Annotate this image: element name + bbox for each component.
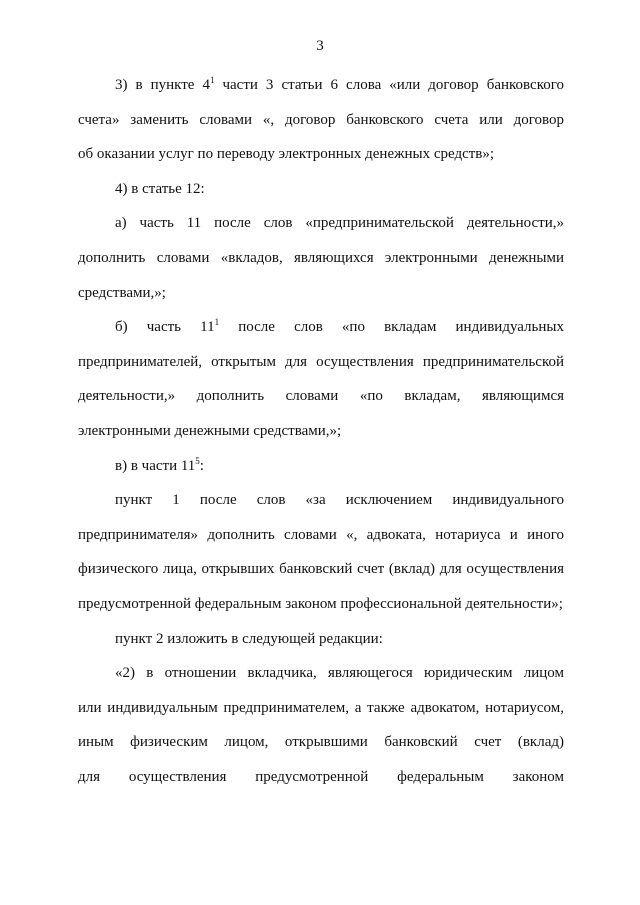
paragraph-item-4a [78,206,564,310]
text-line [78,68,564,103]
text-segment: иным физическим лицом, открывшими банковский счет (вклад) [78,734,564,751]
text-line [78,241,564,276]
superscript: 1 [209,75,215,85]
text-line [78,656,564,691]
text-line [78,760,564,795]
text-segment: пункт 1 после слов «за исключением индивидуального [115,492,564,509]
text-segment: а) часть 11 после слов «предпринимательской деятельности,» [115,215,564,232]
text-segment: предпринимателя» дополнить словами «, адвоката, нотариуса и иного [78,526,564,543]
page-number: 3 [316,38,324,54]
paragraph-item-3 [78,68,564,172]
text-line [78,518,564,553]
text-line [78,137,564,172]
text-line [78,172,564,207]
text-line [78,622,564,657]
text-line [78,725,564,760]
paragraph-item-4 [78,172,564,207]
text-line [78,276,564,311]
text-line [78,449,564,484]
text-segment: после слов «по вкладам индивидуальных [219,319,564,336]
document-body [78,68,564,794]
text-segment: электронными денежными средствами,»; [78,422,342,439]
text-segment: : [199,457,204,474]
text-segment: деятельности,» дополнить словами «по вкладам, являющимся [78,388,564,405]
text-segment: для осуществления предусмотренной федеральным законом [78,768,564,785]
paragraph-item-4c-p1 [78,483,564,621]
text-line [78,483,564,518]
text-segment: 4) в статье 12: [115,180,205,197]
text-segment: предусмотренной федеральным законом профессиональной деятельности»; [78,595,563,612]
text-line [78,379,564,414]
paragraph-item-4b [78,310,564,448]
text-line [78,206,564,241]
text-line [78,103,564,138]
text-segment: части 3 статьи 6 слова «или договор банковского [214,77,564,93]
text-segment: об оказании услуг по переводу электронных денежных средств»; [78,146,495,163]
text-line [78,414,564,449]
superscript: 5 [195,455,200,466]
paragraph-item-4c-p2-intro [78,622,564,657]
paragraph-item-4c-p2-text [78,656,564,794]
text-segment: средствами,»; [78,284,166,301]
text-segment: физического лица, открывших банковский счет (вклад) для осуществления [78,561,564,578]
text-line [78,345,564,380]
text-segment: в) в части 11 [115,457,196,474]
text-segment: дополнить словами «вкладов, являющихся электронными денежными [78,249,564,266]
text-segment: или индивидуальным предпринимателем, а также адвокатом, нотариусом, [78,699,564,716]
text-segment: «2) в отношении вкладчика, являющегося юридическим лицом [115,665,564,682]
text-segment: счета» заменить словами «, договор банковского счета или договор [78,111,564,128]
text-segment: пункт 2 изложить в следующей редакции: [115,630,383,647]
text-line [78,310,564,345]
text-line [78,691,564,726]
text-segment: 3) в пункте 4 [115,77,210,93]
text-line [78,587,564,622]
text-segment: б) часть 11 [115,319,215,336]
text-segment: предпринимателей, открытым для осуществления предпринимательской [78,353,564,370]
text-line [78,552,564,587]
superscript: 1 [214,317,220,328]
paragraph-item-4c [78,449,564,484]
